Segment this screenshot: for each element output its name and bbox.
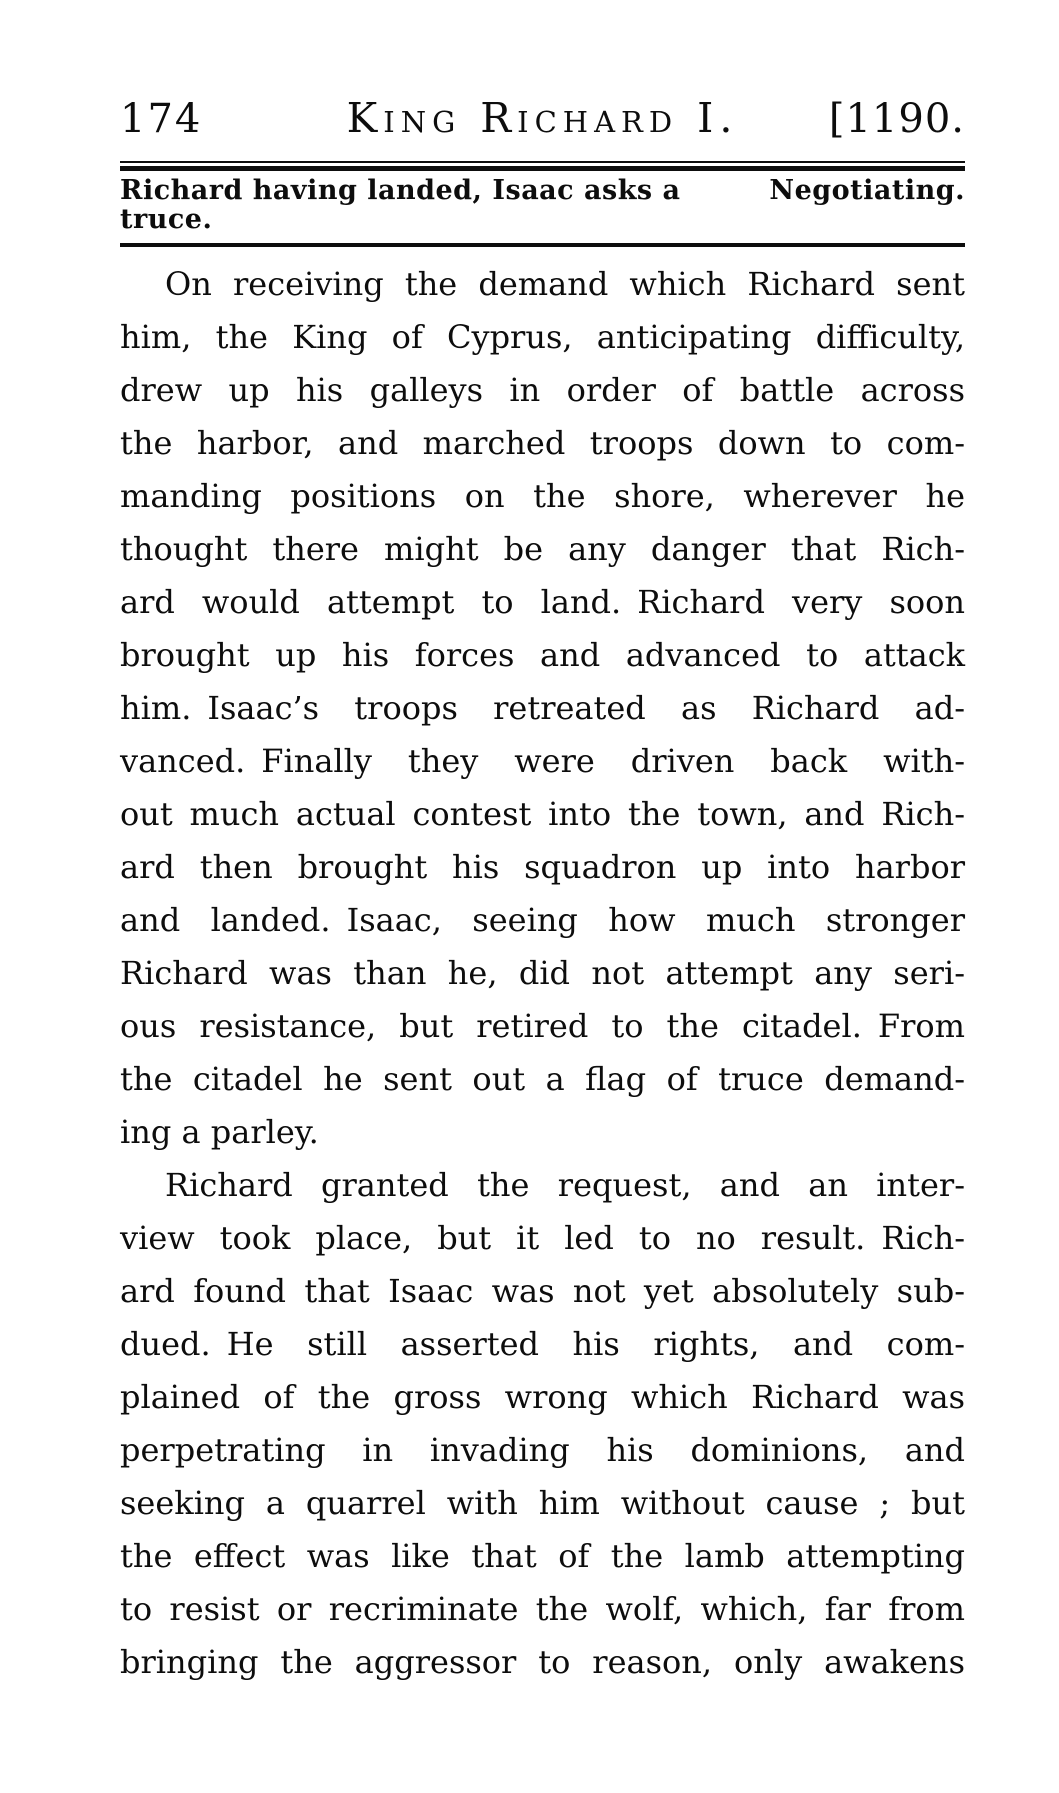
page-number: 174 [120, 96, 203, 142]
text-line: dued. He still asserted his rights, and com- [120, 1325, 965, 1363]
text-line: ing a parley. [120, 1113, 319, 1151]
text-line: seeking a quarrel with him without cause ; but [120, 1484, 965, 1522]
text-line: perpetrating in invading his dominions, and [120, 1431, 965, 1469]
text-line: brought up his forces and advanced to attack [120, 636, 965, 674]
text-line: ard found that Isaac was not yet absolutely sub- [120, 1272, 965, 1310]
double-rule-divider [120, 161, 965, 171]
page-header [120, 94, 965, 142]
text-line: him, the King of Cyprus, anticipating difficulty, [120, 318, 965, 356]
text-line: the citadel he sent out a flag of truce demand- [120, 1060, 965, 1098]
text-line: Richard granted the request, and an inter- [165, 1166, 965, 1204]
text-line: him. Isaac’s troops retreated as Richard ad- [120, 689, 965, 727]
text-line: ard then brought his squadron up into harbor [120, 848, 965, 886]
text-line: drew up his galleys in order of battle across [120, 371, 965, 409]
year-marker: [1190. [828, 96, 965, 142]
text-line: bringing the aggressor to reason, only awakens [120, 1643, 965, 1681]
text-line: thought there might be any danger that Rich- [120, 530, 965, 568]
single-rule-divider [120, 243, 965, 247]
text-line: ous resistance, but retired to the citadel. From [120, 1007, 965, 1045]
running-head-right: Negotiating. [769, 175, 965, 206]
text-line: the harbor, and marched troops down to com- [120, 424, 965, 462]
text-line: plained of the gross wrong which Richard was [120, 1378, 965, 1416]
text-line: On receiving the demand which Richard sent [165, 265, 965, 303]
text-line: out much actual contest into the town, and Rich- [120, 795, 965, 833]
text-line: view took place, but it led to no result. Rich- [120, 1219, 965, 1257]
text-line: manding positions on the shore, wherever he [120, 477, 965, 515]
text-line: vanced. Finally they were driven back with- [120, 742, 965, 780]
text-line: Richard was than he, did not attempt any seri- [120, 954, 965, 992]
running-head [120, 176, 965, 234]
text-line: and landed. Isaac, seeing how much stronger [120, 901, 965, 939]
running-head-left: Richard having landed, Isaac asks a truce. [120, 175, 681, 235]
text-line: the effect was like that of the lamb attempting [120, 1537, 965, 1575]
text-line: to resist or recriminate the wolf, which, far from [120, 1590, 965, 1628]
body-text [120, 258, 965, 1689]
text-line: ard would attempt to land. Richard very soon [120, 583, 965, 621]
book-page [120, 0, 965, 1689]
book-title: King Richard I. [346, 94, 739, 142]
